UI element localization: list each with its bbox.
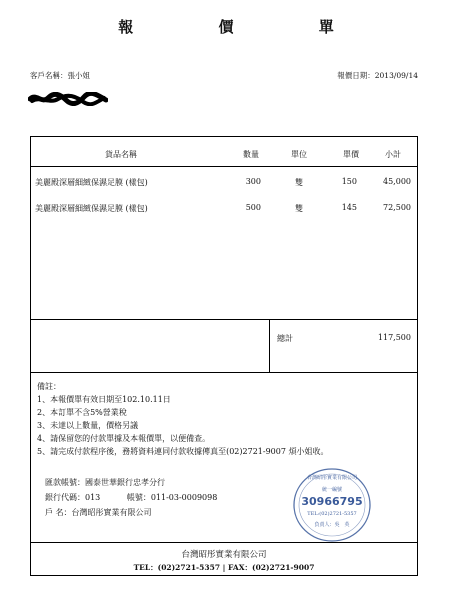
bank-code-line [45,492,217,503]
col-header-item: 貨品名稱 [105,150,137,159]
header-divider [31,166,417,167]
quote-date: 2013/09/14 [374,71,418,80]
item-subtotal: 72,500 [383,203,411,212]
bank-account-line [45,477,165,488]
footer-company: 台灣昭彤實業有限公司 [181,550,267,560]
item-unit: 雙 [295,178,303,187]
note-item: 4、請保留您的付款單據及本報價單，以便備查。 [37,434,211,443]
redaction-scribble [28,92,108,106]
footer-contact: TEL：(02)2721-5357 | FAX：(02)2721-9007 [133,563,315,572]
total-label: 總計 [277,334,293,343]
item-name: 美麗殿深層細緻保濕足膜 (樣包) [35,204,148,213]
col-header-qty: 數量 [243,150,259,159]
items-bottom-divider [31,319,417,320]
total-amount: 117,500 [377,333,411,342]
account-number-label: 帳號： [126,493,151,502]
company-seal [292,467,372,543]
col-header-unit: 單位 [291,150,307,159]
account-number: 011-03-0009098 [150,493,218,502]
date-label: 報價日期： [337,71,375,80]
seal-sub-text: TEL:(02)2721-5357 [307,511,357,517]
bank-name: 國泰世華銀行忠孝分行 [85,478,165,487]
account-holder-label: 戶 名： [45,508,72,517]
item-price: 150 [341,177,357,186]
seal-mid-text: 統一編號 [321,487,342,493]
seal-top-text: 台灣昭彤實業有限公司 [306,475,357,481]
item-subtotal: 45,000 [383,177,411,186]
customer-label: 客戶名稱： [30,71,68,80]
col-header-price: 單價 [343,150,359,159]
account-holder-line [45,507,152,518]
customer-name: 張小姐 [67,71,90,80]
col-header-subtotal: 小計 [385,150,401,159]
total-divider [269,319,270,372]
total-bottom-divider [31,372,417,373]
item-qty: 500 [245,203,261,212]
seal-number: 30966795 [301,495,363,508]
note-item: 1、本報價單有效日期至102.10.11日 [37,395,171,404]
bank-code: 013 [85,493,101,502]
item-price: 145 [341,203,357,212]
item-unit: 雙 [295,204,303,213]
item-qty: 300 [245,177,261,186]
item-name: 美麗殿深層細緻保濕足膜 (樣包) [35,178,148,187]
customer-line [30,70,90,81]
account-holder: 台灣昭彤實業有限公司 [71,508,152,517]
bank-account-label: 匯款帳號： [45,478,85,487]
seal-bottom-text: 負責人：吳 英 [314,522,350,528]
notes-heading: 備註： [37,382,61,391]
bank-code-label: 銀行代碼： [45,493,85,502]
note-item: 2、本訂單不含5%營業稅 [37,408,127,417]
note-item: 3、未達以上數量，價格另議 [37,421,139,430]
date-line [337,70,418,81]
note-item: 5、請完成付款程序後，務將資料連同付款收據傳真至(02)2721-9007 煩小姐收。 [37,447,329,456]
document-title: 報 價 單 [118,18,374,36]
